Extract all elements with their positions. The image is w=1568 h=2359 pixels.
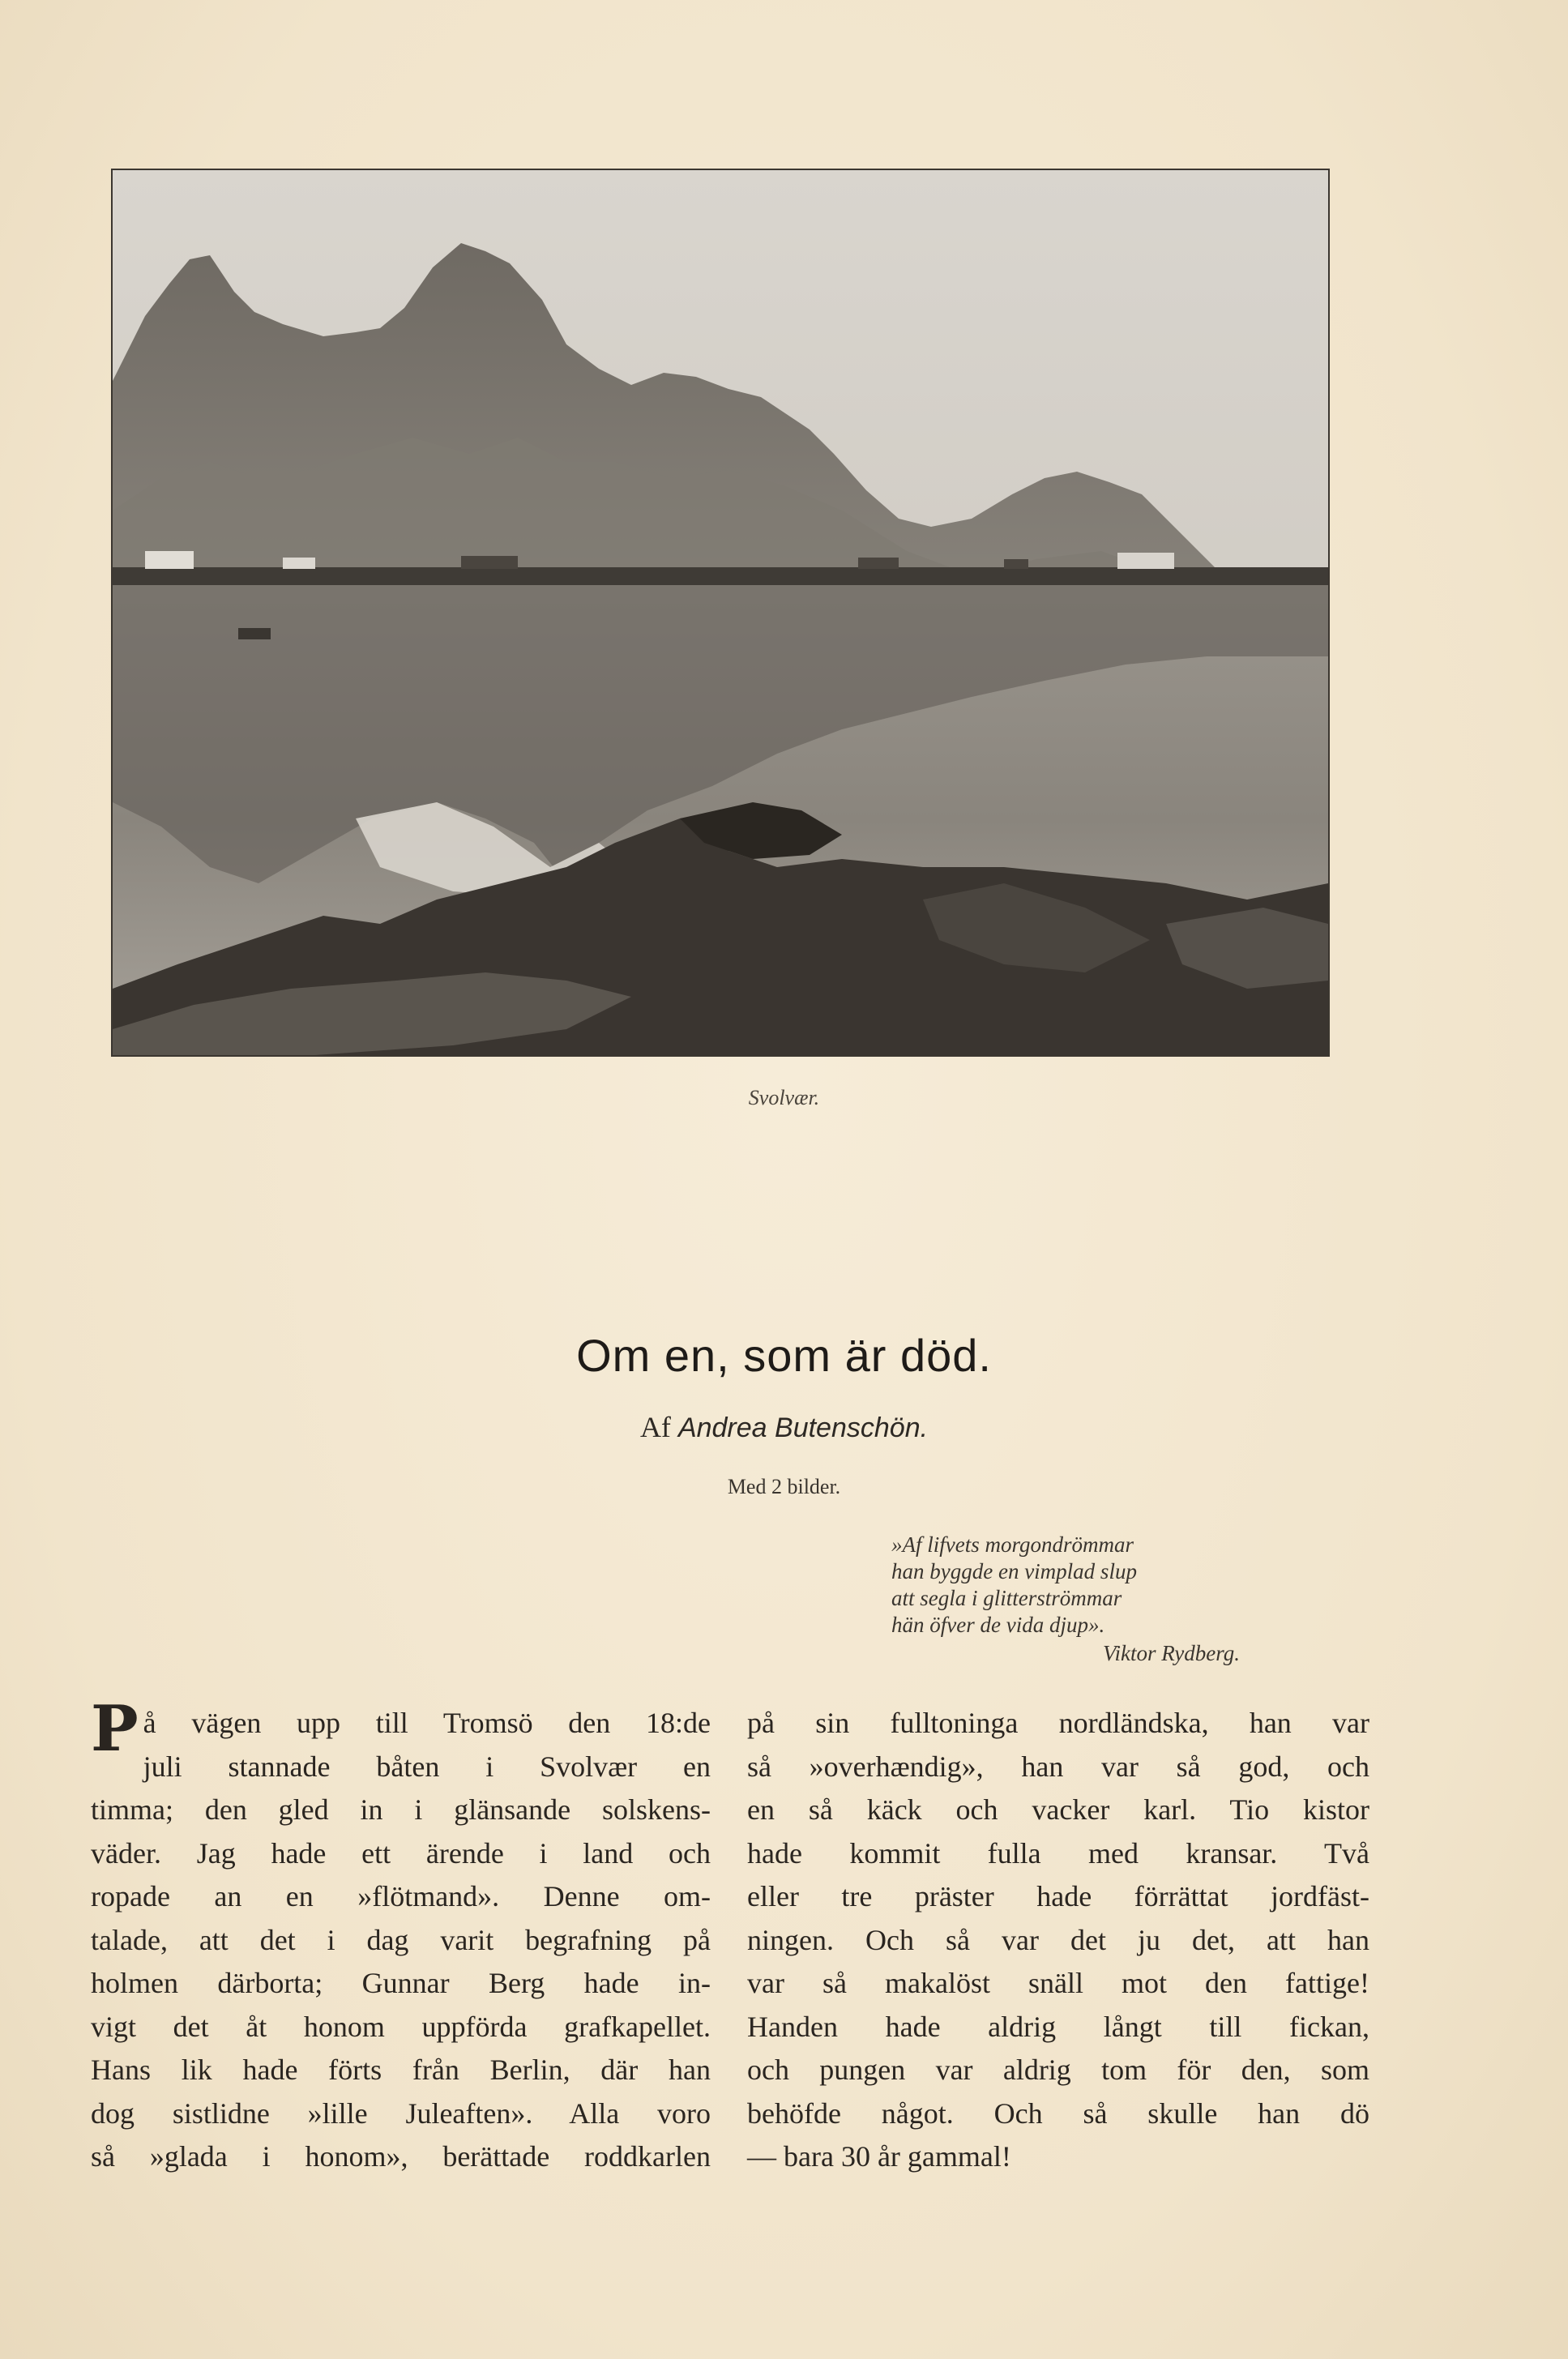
- body-line: — bara 30 år gammal!: [747, 2140, 1011, 2173]
- svolvaer-photograph: [111, 169, 1330, 1057]
- body-line: en så käck och vacker karl. Tio kistor: [747, 1793, 1369, 1826]
- epigraph-attribution: Viktor Rydberg.: [1103, 1641, 1240, 1665]
- body-line: holmen därborta; Gunnar Berg hade in-: [91, 1967, 711, 1999]
- body-line: talade, att det i dag varit begrafning på: [91, 1923, 711, 1956]
- body-line: behöfde något. Och så skulle han dö: [747, 2096, 1369, 2130]
- byline: [0, 1410, 1568, 1444]
- body-line: eller tre präster hade förrättat jordfäst-: [747, 1880, 1369, 1912]
- epigraph-line: »Af lifvets morgondrömmar: [891, 1532, 1134, 1557]
- epigraph: [891, 1532, 1256, 1667]
- body-line: dog sistlidne »lille Juleaften». Alla voro: [91, 2096, 711, 2130]
- author-name: Andrea Butenschön.: [677, 1412, 929, 1443]
- body-line: juli stannade båten i Svolvær en: [143, 1750, 711, 1783]
- body-line: väder. Jag hade ett ärende i land och: [91, 1836, 711, 1870]
- text-column-right: [747, 1702, 1369, 2179]
- body-line: timma; den gled in i glänsande solskens-: [91, 1793, 711, 1826]
- body-line: vigt det åt honom uppförda grafkapellet.: [91, 2010, 711, 2043]
- body-line: ropade an en »flötmand». Denne om-: [91, 1880, 711, 1912]
- body-line: och pungen var aldrig tom för den, som: [747, 2053, 1369, 2086]
- image-count-note: Med 2 bilder.: [727, 1475, 841, 1498]
- body-line: å vägen upp till Tromsö den 18:de: [143, 1707, 711, 1739]
- epigraph-line: att segla i glitterströmmar: [891, 1586, 1122, 1610]
- body-line: var så makalöst snäll mot den fattige!: [747, 1967, 1369, 1999]
- article-title: Om en, som är död.: [576, 1330, 992, 1381]
- epigraph-line: hän öfver de vida djup».: [891, 1613, 1105, 1637]
- body-line: så »glada i honom», berättade roddkarlen: [91, 2140, 711, 2173]
- body-line: så »overhændig», han var så god, och: [747, 1750, 1369, 1783]
- body-line: Handen hade aldrig långt till fickan,: [747, 2010, 1369, 2043]
- text-column-left: [91, 1692, 711, 2179]
- body-line: hade kommit fulla med kransar. Två: [747, 1836, 1369, 1870]
- figure-caption: Svolvær.: [748, 1086, 820, 1109]
- epigraph-line: han byggde en vimplad slup: [891, 1559, 1137, 1583]
- body-line: Hans lik hade förts från Berlin, där han: [91, 2053, 711, 2086]
- body-line: på sin fulltoninga nordländska, han var: [747, 1707, 1369, 1739]
- landscape-image: [113, 170, 1328, 1055]
- body-line: ningen. Och så var det ju det, att han: [747, 1923, 1369, 1956]
- drop-cap: P: [91, 1692, 139, 1766]
- byline-prefix: Af: [639, 1411, 671, 1443]
